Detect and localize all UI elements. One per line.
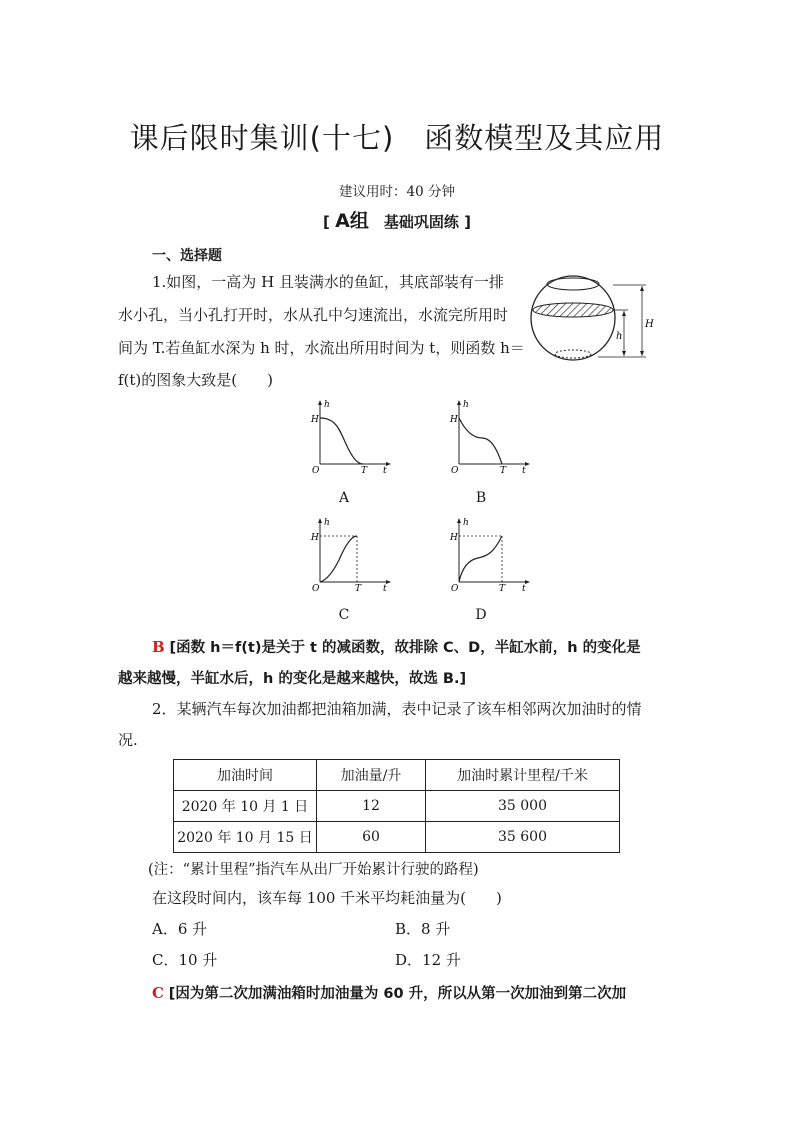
- q1-answer-text-1: [函数 h＝f(t)是关于 t 的减函数，故排除 C、D，半缸水前，h 的变化是: [169, 640, 641, 656]
- svg-text:O: O: [312, 584, 320, 594]
- svg-text:h: h: [463, 518, 469, 528]
- graph-c-curve: [320, 536, 357, 582]
- svg-text:H: H: [311, 415, 319, 425]
- svg-text:h: h: [324, 518, 330, 528]
- table-row: [174, 791, 620, 822]
- fig-h-label: h: [616, 331, 623, 342]
- svg-text:H: H: [450, 533, 458, 543]
- table-header-row: [174, 760, 620, 791]
- table-row: [174, 822, 620, 853]
- svg-text:O: O: [451, 584, 459, 594]
- water-surface: [533, 303, 613, 317]
- svg-text:T: T: [361, 466, 368, 476]
- svg-text:t: t: [383, 584, 387, 594]
- graph-a: [303, 398, 393, 476]
- graph-b-label: B: [475, 490, 487, 506]
- q2-line-2: 况.: [118, 731, 138, 749]
- table-cell: 2020 年 10 月 1 日: [174, 791, 317, 822]
- group-name: A组: [335, 210, 369, 232]
- tank-bottom-holes: [555, 350, 591, 358]
- fuel-table: [173, 759, 620, 853]
- q1-answer-letter: B: [152, 638, 165, 656]
- table-cell: 2020 年 10 月 15 日: [174, 822, 317, 853]
- q1-line-3: 间为 T.若鱼缸水深为 h 时，水流出所用时间为 t，则函数 h＝: [118, 339, 525, 357]
- table-cell: 35 000: [426, 791, 620, 822]
- q2-answer-text: [因为第二次加满油箱时加油量为 60 升，所以从第一次加油到第二次加: [168, 986, 627, 1002]
- graph-c: [303, 516, 393, 594]
- svg-text:O: O: [312, 466, 320, 476]
- option-d: D．12 升: [395, 951, 461, 969]
- svg-text:t: t: [522, 584, 526, 594]
- suggested-time: 建议用时：40 分钟: [339, 184, 455, 200]
- table-cell: 12: [317, 791, 426, 822]
- svg-text:t: t: [522, 466, 526, 476]
- tank-outline: [531, 276, 615, 360]
- graph-d-curve: [459, 536, 502, 582]
- svg-text:T: T: [500, 466, 507, 476]
- group-bracket-right: ]: [464, 213, 471, 231]
- option-c: C．10 升: [152, 951, 218, 969]
- q1-line-2: 水小孔，当小孔打开时，水从孔中匀速流出，水流完所用时: [118, 306, 509, 324]
- page-title: 课后限时集训(十七) 函数模型及其应用: [129, 121, 665, 155]
- graph-d-label: D: [475, 607, 487, 623]
- table-header: 加油时累计里程/千米: [426, 760, 620, 791]
- q1-line-1: 1.如图，一高为 H 且装满水的鱼缸，其底部装有一排: [152, 273, 504, 291]
- graph-b: [442, 398, 532, 476]
- fig-H-label: H: [645, 319, 654, 330]
- graph-d: [442, 516, 532, 594]
- table-cell: 60: [317, 822, 426, 853]
- table-header: 加油量/升: [317, 760, 426, 791]
- group-subtitle: 基础巩固练: [368, 213, 459, 231]
- table-cell: 35 600: [426, 822, 620, 853]
- svg-text:T: T: [355, 584, 362, 594]
- svg-text:H: H: [311, 533, 319, 543]
- graph-a-curve: [320, 418, 363, 464]
- q2-answer-line: [152, 982, 626, 1003]
- q1-answer-line-1: [152, 636, 641, 657]
- group-bracket-left: [: [323, 213, 330, 231]
- svg-text:t: t: [383, 466, 387, 476]
- q2-line-1: 2．某辆汽车每次加油都把油箱加满，表中记录了该车相邻两次加油时的情: [152, 700, 642, 718]
- graph-a-label: A: [338, 490, 350, 506]
- q2-note: (注：“累计里程”指汽车从出厂开始累计行驶的路程): [148, 862, 479, 878]
- svg-text:O: O: [451, 466, 459, 476]
- q1-answer-line-2: 越来越慢，半缸水后，h 的变化是越来越快，故选 B.]: [118, 671, 467, 687]
- q2-answer-letter: C: [152, 984, 164, 1002]
- svg-text:T: T: [499, 584, 506, 594]
- graph-b-curve: [459, 418, 502, 464]
- table-header: 加油时间: [174, 760, 317, 791]
- graph-c-label: C: [338, 607, 350, 623]
- q1-line-4: f(t)的图象大致是( ): [118, 371, 273, 389]
- svg-text:H: H: [450, 415, 458, 425]
- q2-question: 在这段时间内，该车每 100 千米平均耗油量为( ): [152, 889, 502, 907]
- section-heading: 一、选择题: [152, 248, 222, 264]
- fish-tank-figure: [528, 270, 668, 370]
- tank-top-opening: [547, 278, 599, 290]
- option-a: A．6 升: [152, 920, 208, 938]
- option-b: B．8 升: [395, 920, 451, 938]
- svg-text:h: h: [324, 400, 330, 410]
- group-heading: [0, 206, 794, 233]
- svg-text:h: h: [463, 400, 469, 410]
